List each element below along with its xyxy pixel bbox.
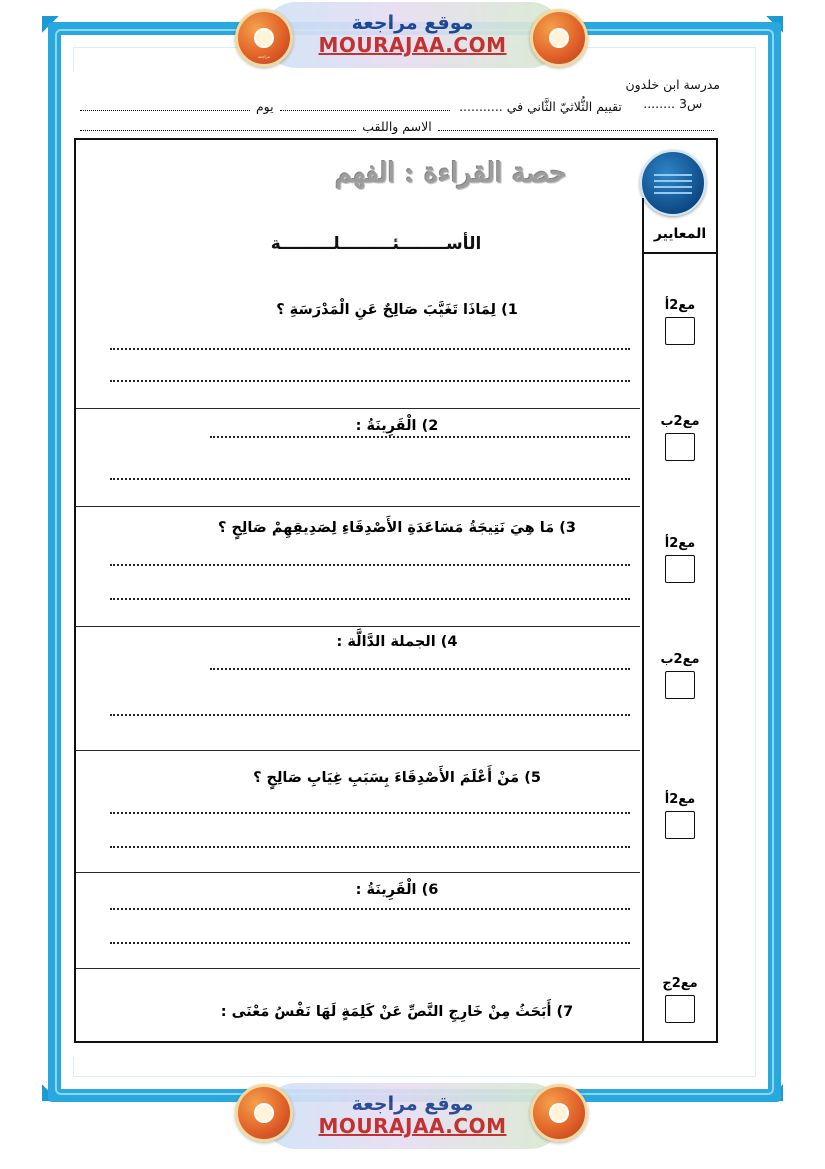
question-3-number: 3) [559, 520, 577, 536]
criterion-2-checkbox[interactable] [665, 433, 695, 461]
criteria-divider [642, 198, 644, 1041]
question-2 [164, 416, 630, 438]
answer-line-3a[interactable] [110, 564, 630, 566]
watermark-seal-bottom-left [235, 1084, 293, 1142]
question-6-number: 6) [421, 882, 439, 898]
criterion-5-label: مع2أ [664, 792, 696, 807]
criterion-1 [648, 298, 712, 345]
name-label: الاسم واللقب [362, 118, 432, 134]
seal-inner-dot [549, 1103, 569, 1123]
criterion-2-label: مع2ب [660, 414, 700, 429]
criteria-header: المعايير [653, 226, 707, 242]
name-dotline-left [438, 129, 714, 131]
question-2-text: الْقَرِينَةُ : [355, 418, 417, 434]
questions-box [74, 138, 718, 1043]
criteria-header-underline [644, 252, 716, 254]
criterion-3-label: مع2أ [664, 536, 696, 551]
row-separator-6 [74, 968, 640, 969]
criterion-1-label: مع2أ [664, 298, 696, 313]
question-3 [164, 518, 630, 540]
criterion-7-label: مع2ج [662, 976, 698, 991]
criterion-7 [648, 976, 712, 1023]
criterion-7-checkbox[interactable] [665, 995, 695, 1023]
question-5 [164, 768, 630, 790]
answer-line-5b[interactable] [110, 846, 630, 848]
criterion-4-checkbox[interactable] [665, 671, 695, 699]
seal-inner-dot [549, 28, 569, 48]
seal-inner-dot [254, 1103, 274, 1123]
answer-line-6a[interactable] [110, 908, 630, 910]
watermark-banner-top [263, 2, 563, 68]
worksheet-header [62, 72, 732, 134]
row-separator-5 [74, 872, 640, 873]
row-separator-3 [74, 626, 640, 627]
question-1 [164, 300, 630, 322]
criterion-3 [648, 536, 712, 583]
worksheet [62, 72, 732, 1057]
header-dotline-1 [280, 109, 450, 111]
watermark-bottom-line1: موقع مراجعة [351, 1092, 474, 1115]
day-label: يوم [255, 98, 274, 114]
answer-line-4a[interactable] [210, 668, 630, 670]
question-1-number: 1) [501, 302, 518, 318]
seal-inner-dot [254, 28, 274, 48]
answer-line-3b[interactable] [110, 598, 630, 600]
header-dotline-2 [80, 109, 250, 111]
answer-line-1b[interactable] [110, 380, 630, 382]
school-name: مدرسة ابن خلدون [625, 77, 720, 92]
questions-section-title: الأســــــــئـــــــــلـــــــــة [270, 234, 482, 254]
question-7-text: أَبَحَثُ مِنْ خَارِجِ النَّصِّ عَنْ كَلِمَةٍ لَهَا نَفْسُ مَعْنَى : [220, 1004, 552, 1020]
answer-line-2a[interactable] [210, 436, 630, 438]
watermark-seal-top-left [235, 9, 293, 67]
name-dotline-right [80, 129, 356, 131]
criterion-5 [648, 792, 712, 839]
class-name: س3 ........ [643, 95, 703, 111]
question-7 [164, 1002, 630, 1024]
criterion-4 [648, 652, 712, 699]
question-6 [164, 880, 630, 902]
row-separator-4 [74, 750, 640, 751]
question-1-text: لِمَاذَا تَغَيَّبَ صَالِحٌ عَنِ الْمَدْرَسَةِ ؟ [276, 302, 496, 318]
watermark-banner-bottom [263, 1083, 563, 1149]
row-separator-1 [74, 408, 640, 409]
question-5-text: مَنْ أَعْلَمَ الأَصْدِقَاءَ بِسَبَبِ غِيَابِ صَالِحٍ ؟ [253, 770, 520, 786]
lesson-title-text: حصة القراءة : الفهم [335, 158, 567, 189]
school-block [625, 76, 720, 114]
question-2-number: 2) [421, 418, 439, 434]
answer-line-5a[interactable] [110, 812, 630, 814]
criterion-2 [648, 414, 712, 461]
criterion-3-checkbox[interactable] [665, 555, 695, 583]
question-7-number: 7) [556, 1004, 574, 1020]
criterion-5-checkbox[interactable] [665, 811, 695, 839]
row-separator-2 [74, 506, 640, 507]
lesson-title-art [306, 158, 596, 214]
question-4 [164, 632, 630, 654]
school-logo-icon [640, 150, 706, 216]
question-3-text: مَا هِيَ نَتِيجَةُ مَسَاعَدَةِ الأَصْدِقَاءِ لِصَدِيقِهِمْ صَالِحٍ ؟ [217, 520, 555, 536]
criterion-1-checkbox[interactable] [665, 317, 695, 345]
question-6-text: الْقَرِينَةُ : [355, 882, 417, 898]
watermark-seal-bottom-right [530, 1084, 588, 1142]
answer-line-1a[interactable] [110, 348, 630, 350]
question-4-text: الجملة الدَّالَّة : [336, 634, 436, 650]
seal-caption: مراجعة [258, 54, 271, 59]
watermark-top-line1: موقع مراجعة [351, 11, 474, 34]
answer-line-2b[interactable] [110, 478, 630, 480]
question-5-number: 5) [524, 770, 541, 786]
watermark-top-line2: MOURAJAA.COM [318, 33, 507, 58]
answer-line-4b[interactable] [110, 714, 630, 716]
watermark-bottom-line2: MOURAJAA.COM [318, 1114, 507, 1139]
watermark-seal-top-right [530, 9, 588, 67]
answer-line-6b[interactable] [110, 942, 630, 944]
criterion-4-label: مع2ب [660, 652, 700, 667]
question-4-number: 4) [440, 634, 458, 650]
exam-title: تقييم الثُّلاثيّ الثَّاني في ........... [459, 98, 622, 114]
